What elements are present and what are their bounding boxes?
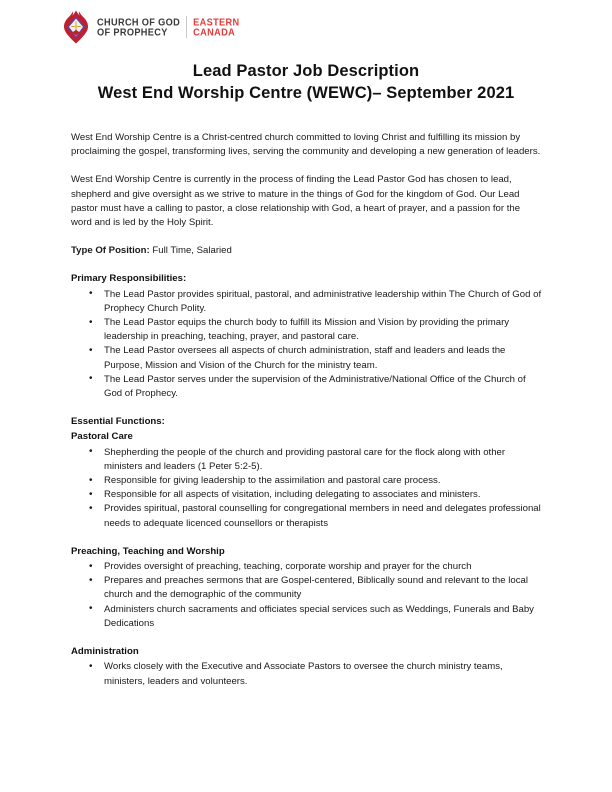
spacer [71, 531, 543, 545]
list-item: • Administers church sacraments and officiates special services such as Weddings, Funerals and Baby Dedications [71, 603, 543, 631]
list-item: • Shepherding the people of the church and providing pastoral care for the flock along with other ministers and leaders (1 Peter 5:2-5). [71, 446, 543, 474]
list-item: • Responsible for giving leadership to the assimilation and pastoral care process. [71, 474, 543, 488]
church-of-god-prophecy-emblem-icon [62, 9, 90, 45]
logo-org-name [97, 17, 180, 38]
logo-org-name-line-1: CHURCH OF GOD [97, 16, 181, 28]
list-item: • Responsible for all aspects of visitation, including delegating to associates and ministers. [71, 488, 543, 502]
pastoral-care-list [71, 446, 543, 531]
document-title-line-2: West End Worship Centre (WEWC)– September 2021 [97, 84, 515, 102]
logo-divider [186, 16, 187, 38]
logo-region-name [193, 17, 239, 38]
preaching-teaching-worship-list [71, 560, 543, 631]
list-item: • Provides oversight of preaching, teaching, corporate worship and prayer for the church [71, 560, 543, 574]
essential-functions-heading: Essential Functions: [71, 416, 165, 428]
letterhead [62, 9, 240, 45]
list-item: • The Lead Pastor equips the church body to fulfill its Mission and Vision by providing the primary leadership in preaching, teaching, prayer, and pastoral care. [71, 316, 543, 344]
administration-list [71, 660, 543, 688]
logo-wordmark [97, 16, 240, 38]
list-item: • The Lead Pastor serves under the supervision of the Administrative/National Office of the Church of God of Prophecy. [71, 373, 543, 401]
list-item: • Prepares and preaches sermons that are Gospel-centered, Biblically sound and relevant to the local church and the demographic of the community [71, 574, 543, 602]
logo-org-name-line-2: OF PROPHECY [97, 26, 168, 38]
primary-responsibilities-list [71, 288, 543, 402]
document-title-line-1: Lead Pastor Job Description [192, 62, 420, 80]
list-item: • The Lead Pastor provides spiritual, pastoral, and administrative leadership within The Church of God of Prophecy Church Polity. [71, 288, 543, 316]
subsection-heading-administration: Administration [71, 646, 139, 658]
intro-paragraph-2: West End Worship Centre is currently in the process of finding the Lead Pastor God has chosen to lead, shepherd and give oversight as we strive to mature in the things of God for the kingdom of God. Our Lead pastor must have a calling to pastor, a close relationship with God, a heart of prayer, and a passion for the word and is led by the Holy Spirit. [71, 174, 521, 229]
list-item: • Provides spiritual, pastoral counselling for congregational members in need and delegates professional needs to adequate licenced counsellors or therapists [71, 502, 543, 530]
logo-region-line-2: CANADA [193, 26, 236, 38]
position-type-value: Full Time, Salaried [149, 245, 232, 257]
subsection-heading-pastoral-care: Pastoral Care [71, 431, 133, 443]
list-item: • The Lead Pastor oversees all aspects of church administration, staff and leaders and leads the Purpose, Mission and Vision of the Church for the ministry team. [71, 344, 543, 372]
subsection-heading-preaching-teaching-worship: Preaching, Teaching and Worship [71, 545, 225, 557]
position-type-line [71, 244, 543, 258]
intro-paragraph-1: West End Worship Centre is a Christ-centred church committed to loving Christ and fulfilling its mission by proclaiming the gospel, transforming lives, serving the community and developing a new generation of leaders. [71, 132, 541, 158]
primary-responsibilities-heading: Primary Responsibilities: [71, 273, 187, 285]
spacer [71, 631, 543, 645]
document-title-block [0, 60, 612, 104]
position-type-label: Type Of Position: [71, 245, 150, 257]
document-body [71, 131, 543, 689]
logo-region-line-1: EASTERN [193, 16, 240, 28]
list-item: • Works closely with the Executive and Associate Pastors to oversee the church ministry teams, ministers, leaders and volunteers. [71, 660, 543, 688]
